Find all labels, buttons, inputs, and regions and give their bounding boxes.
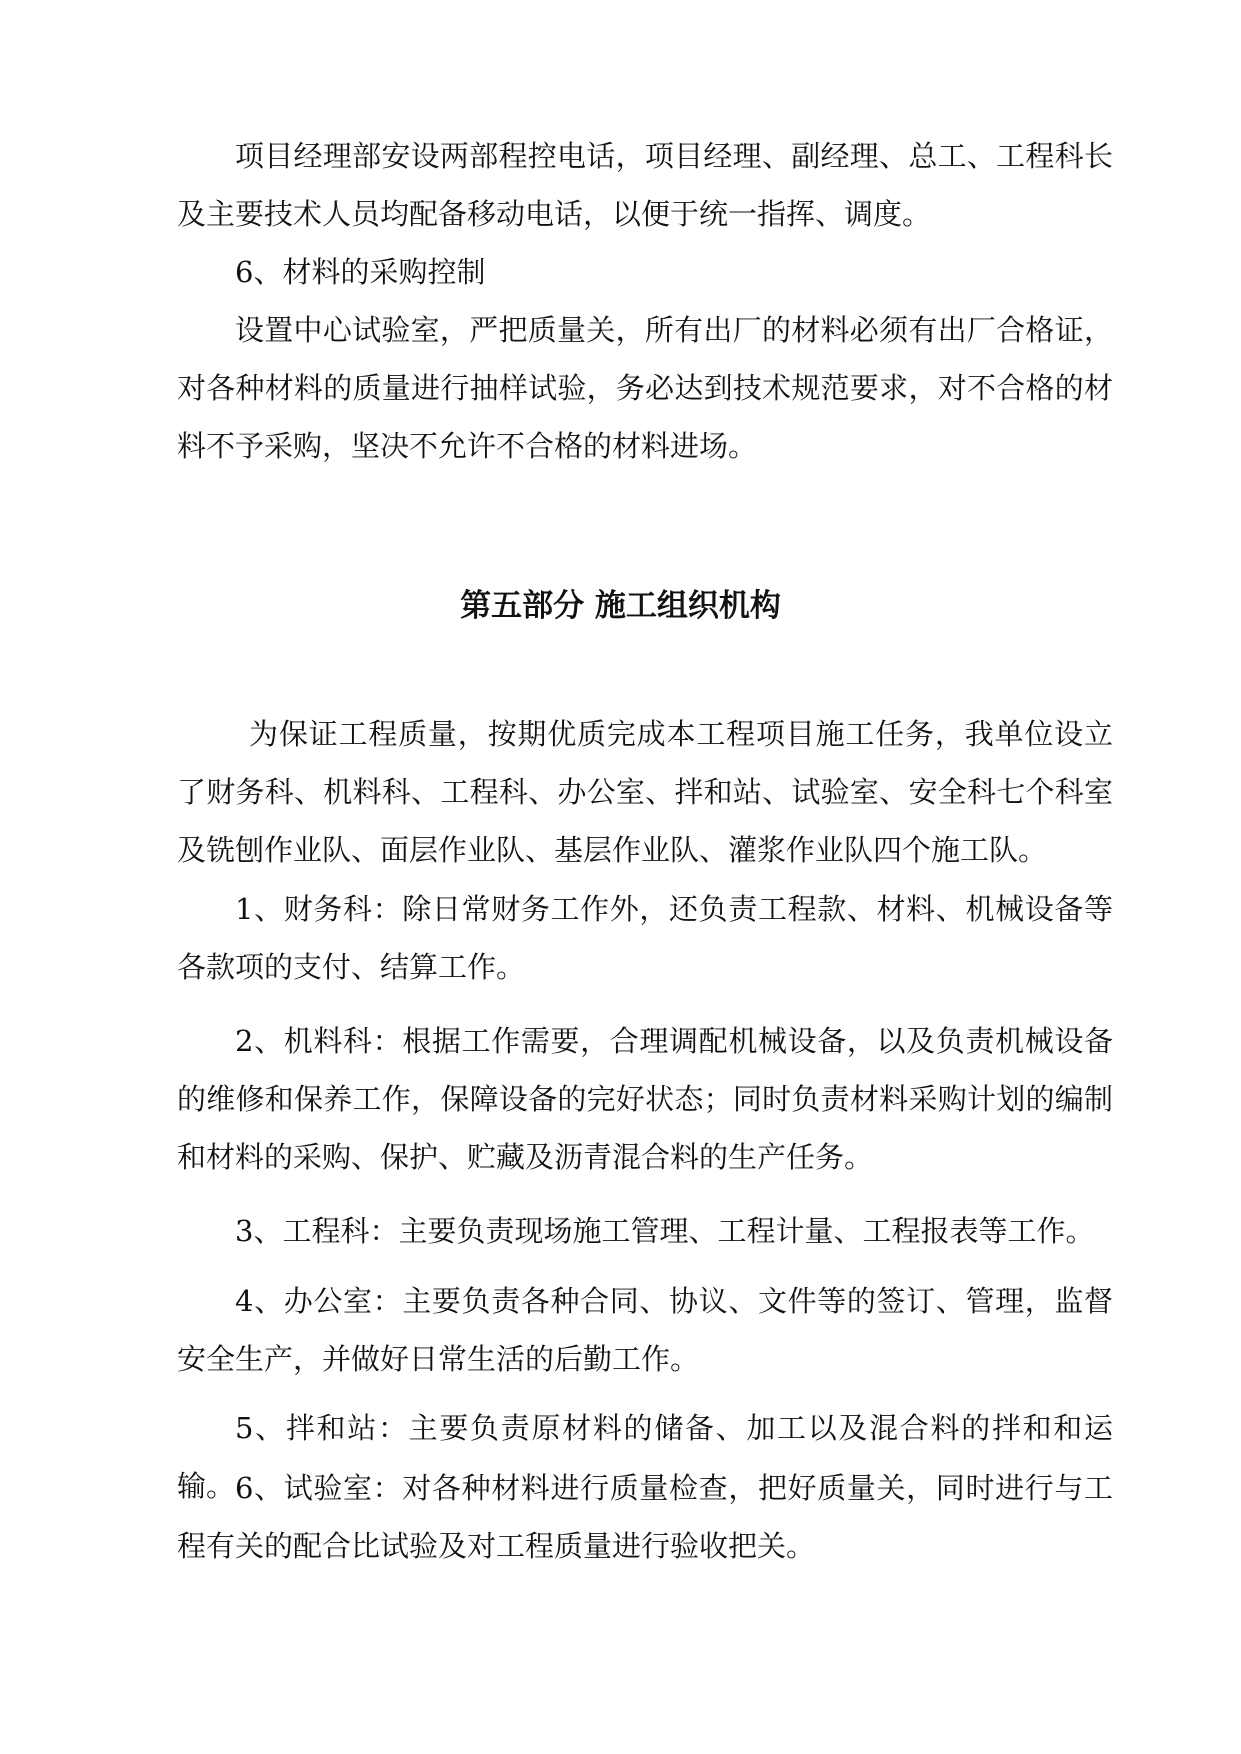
- list-item-machinery: 2、机料科：根据工作需要，合理调配机械设备，以及负责机械设备的维修和保养工作，保障设备的完好状态；同时负责材料采购计划的编制和材料的采购、保护、贮藏及沥青混合料的生产任务。: [177, 1024, 1113, 1174]
- section-title: 第五部分 施工组织机构: [460, 588, 781, 624]
- list-item-engineering: 3、工程科：主要负责现场施工管理、工程计量、工程报表等工作。: [235, 1214, 1095, 1248]
- list-item-finance: 1、财务科：除日常财务工作外，还负责工程款、材料、机械设备等各款项的支付、结算工作。: [177, 892, 1113, 984]
- paragraph-testing-lab: 设置中心试验室，严把质量关，所有出厂的材料必须有出厂合格证，对各种材料的质量进行抽样试验，务必达到技术规范要求，对不合格的材料不予采购，坚决不允许不合格的材料进场。: [177, 313, 1113, 463]
- subheading-material-procurement: 6、材料的采购控制: [235, 255, 486, 289]
- paragraph-intro: 为保证工程质量，按期优质完成本工程项目施工任务，我单位设立了财务科、机料科、工程科、办公室、拌和站、试验室、安全科七个科室及铣刨作业队、面层作业队、基层作业队、灌浆作业队四个施工队。: [177, 717, 1113, 867]
- list-item-lab: 6、试验室：对各种材料进行质量检查，把好质量关，同时进行与工程有关的配合比试验及对工程质量进行验收把关。: [177, 1471, 1113, 1563]
- list-item-mixing-station: 5、拌和站：主要负责原材料的储备、加工以及混合料的拌和和运输。: [177, 1411, 1113, 1503]
- paragraph-communications: 项目经理部安设两部程控电话，项目经理、副经理、总工、工程科长及主要技术人员均配备移动电话，以便于统一指挥、调度。: [177, 139, 1113, 231]
- list-item-office: 4、办公室：主要负责各种合同、协议、文件等的签订、管理，监督安全生产，并做好日常生活的后勤工作。: [177, 1284, 1113, 1376]
